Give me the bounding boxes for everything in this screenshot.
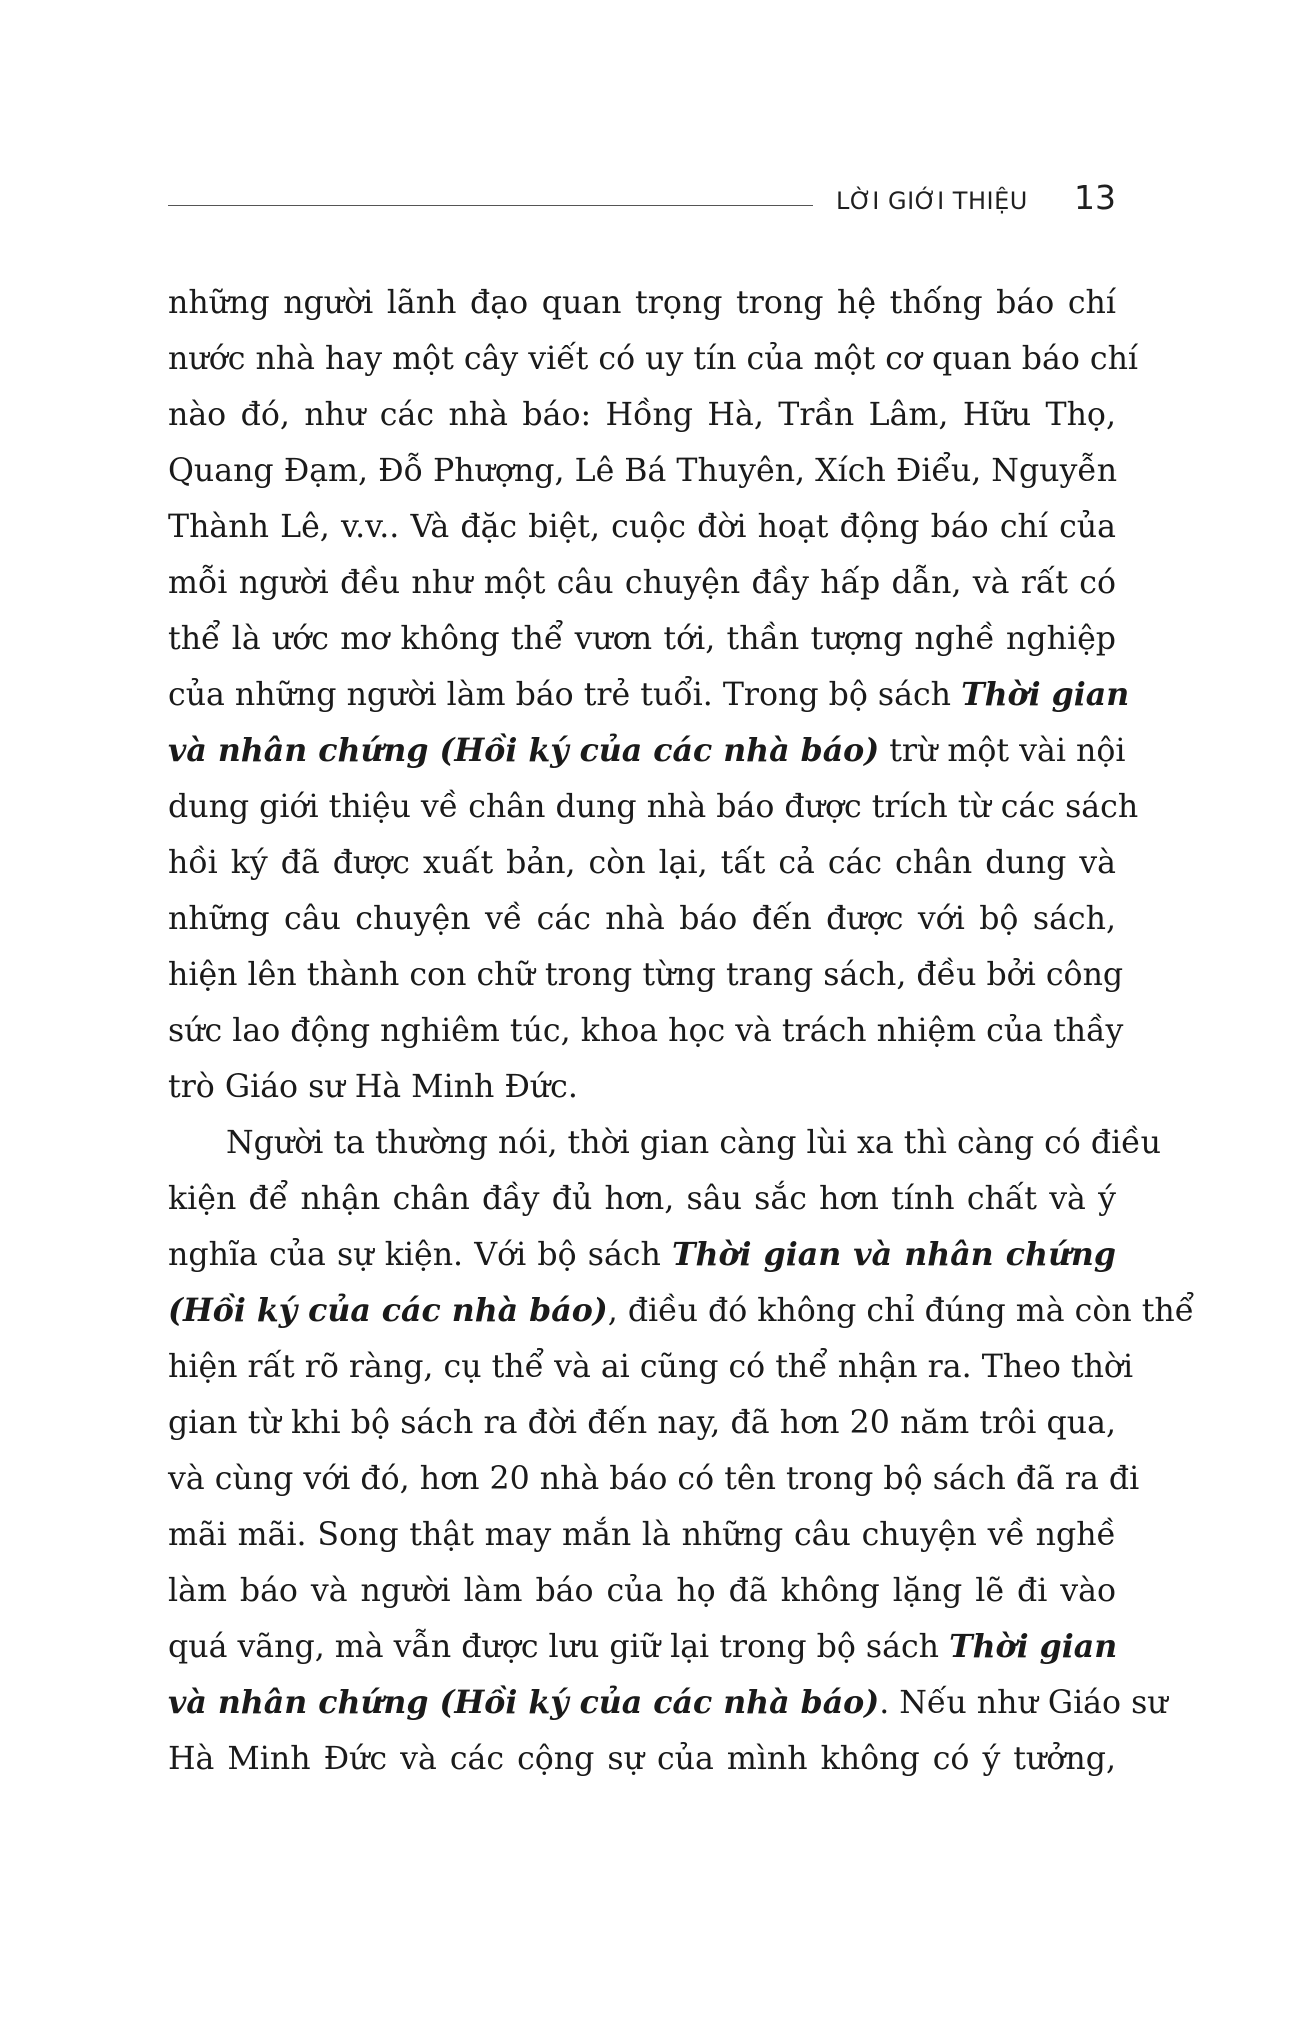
section-title: LỜI GIỚI THIỆU [836, 187, 1028, 215]
text-line: hồi ký đã được xuất bản, còn lại, tất cả các chân dung và [168, 845, 1116, 881]
text-line: sức lao động nghiêm túc, khoa học và trách nhiệm của thầy [168, 1013, 1124, 1049]
text-line [168, 1675, 1168, 1731]
book-title-emphasis: và nhân chứng (Hồi ký của các nhà báo) [168, 1684, 880, 1721]
text-line [168, 723, 1126, 779]
text-line: những người lãnh đạo quan trọng trong hệ thống báo chí [168, 285, 1116, 321]
text-line [168, 1619, 1116, 1675]
text-line [168, 1283, 1195, 1339]
book-title-emphasis: và nhân chứng (Hồi ký của các nhà báo) [168, 732, 880, 769]
text-line: Người ta thường nói, thời gian càng lùi xa thì càng có điều [226, 1125, 1161, 1161]
text-line: hiện lên thành con chữ trong từng trang sách, đều bởi công [168, 957, 1124, 993]
text-run: . Nếu như Giáo sư [879, 1685, 1168, 1721]
running-header [168, 178, 1116, 222]
text-line: trò Giáo sư Hà Minh Đức. [168, 1069, 578, 1105]
text-run: trừ một vài nội [879, 733, 1126, 769]
text-line: những câu chuyện về các nhà báo đến được với bộ sách, [168, 901, 1116, 937]
text-run: nghĩa của sự kiện. Với bộ sách [168, 1237, 672, 1273]
text-line: và cùng với đó, hơn 20 nhà báo có tên trong bộ sách đã ra đi [168, 1461, 1140, 1497]
text-line: Quang Đạm, Đỗ Phượng, Lê Bá Thuyên, Xích Điểu, Nguyễn [168, 453, 1118, 489]
text-line: Thành Lê, v.v.. Và đặc biệt, cuộc đời hoạt động báo chí của [168, 509, 1116, 545]
text-line: gian từ khi bộ sách ra đời đến nay, đã hơn 20 năm trôi qua, [168, 1405, 1116, 1441]
page-number: 13 [1074, 178, 1116, 217]
text-line: thể là ước mơ không thể vươn tới, thần tượng nghề nghiệp [168, 621, 1116, 657]
text-line: nước nhà hay một cây viết có uy tín của một cơ quan báo chí [168, 341, 1139, 377]
text-run: , điều đó không chỉ đúng mà còn thể [607, 1293, 1195, 1329]
text-line [168, 1227, 1116, 1283]
book-title-emphasis: Thời gian [949, 1628, 1118, 1665]
text-line: Hà Minh Đức và các cộng sự của mình không có ý tưởng, [168, 1741, 1116, 1777]
text-line: kiện để nhận chân đầy đủ hơn, sâu sắc hơn tính chất và ý [168, 1181, 1116, 1217]
text-run: của những người làm báo trẻ tuổi. Trong bộ sách [168, 677, 962, 713]
header-rule [168, 205, 813, 206]
text-line: mãi mãi. Song thật may mắn là những câu chuyện về nghề [168, 1517, 1116, 1553]
text-line: hiện rất rõ ràng, cụ thể và ai cũng có thể nhận ra. Theo thời [168, 1349, 1134, 1385]
book-title-emphasis: Thời gian và nhân chứng [672, 1236, 1116, 1273]
text-line: dung giới thiệu về chân dung nhà báo được trích từ các sách [168, 789, 1139, 825]
text-line [168, 667, 1130, 723]
text-line: mỗi người đều như một câu chuyện đầy hấp dẫn, và rất có [168, 565, 1116, 601]
paragraph-2 [168, 1115, 1195, 1787]
paragraph-1 [168, 275, 1139, 1115]
text-line: nào đó, như các nhà báo: Hồng Hà, Trần Lâm, Hữu Thọ, [168, 397, 1116, 433]
body-text [168, 275, 1195, 1787]
text-line: làm báo và người làm báo của họ đã không lặng lẽ đi vào [168, 1573, 1116, 1609]
book-title-emphasis: Thời gian [961, 676, 1130, 713]
text-run: quá vãng, mà vẫn được lưu giữ lại trong bộ sách [168, 1629, 950, 1665]
book-title-emphasis: (Hồi ký của các nhà báo) [168, 1292, 608, 1329]
